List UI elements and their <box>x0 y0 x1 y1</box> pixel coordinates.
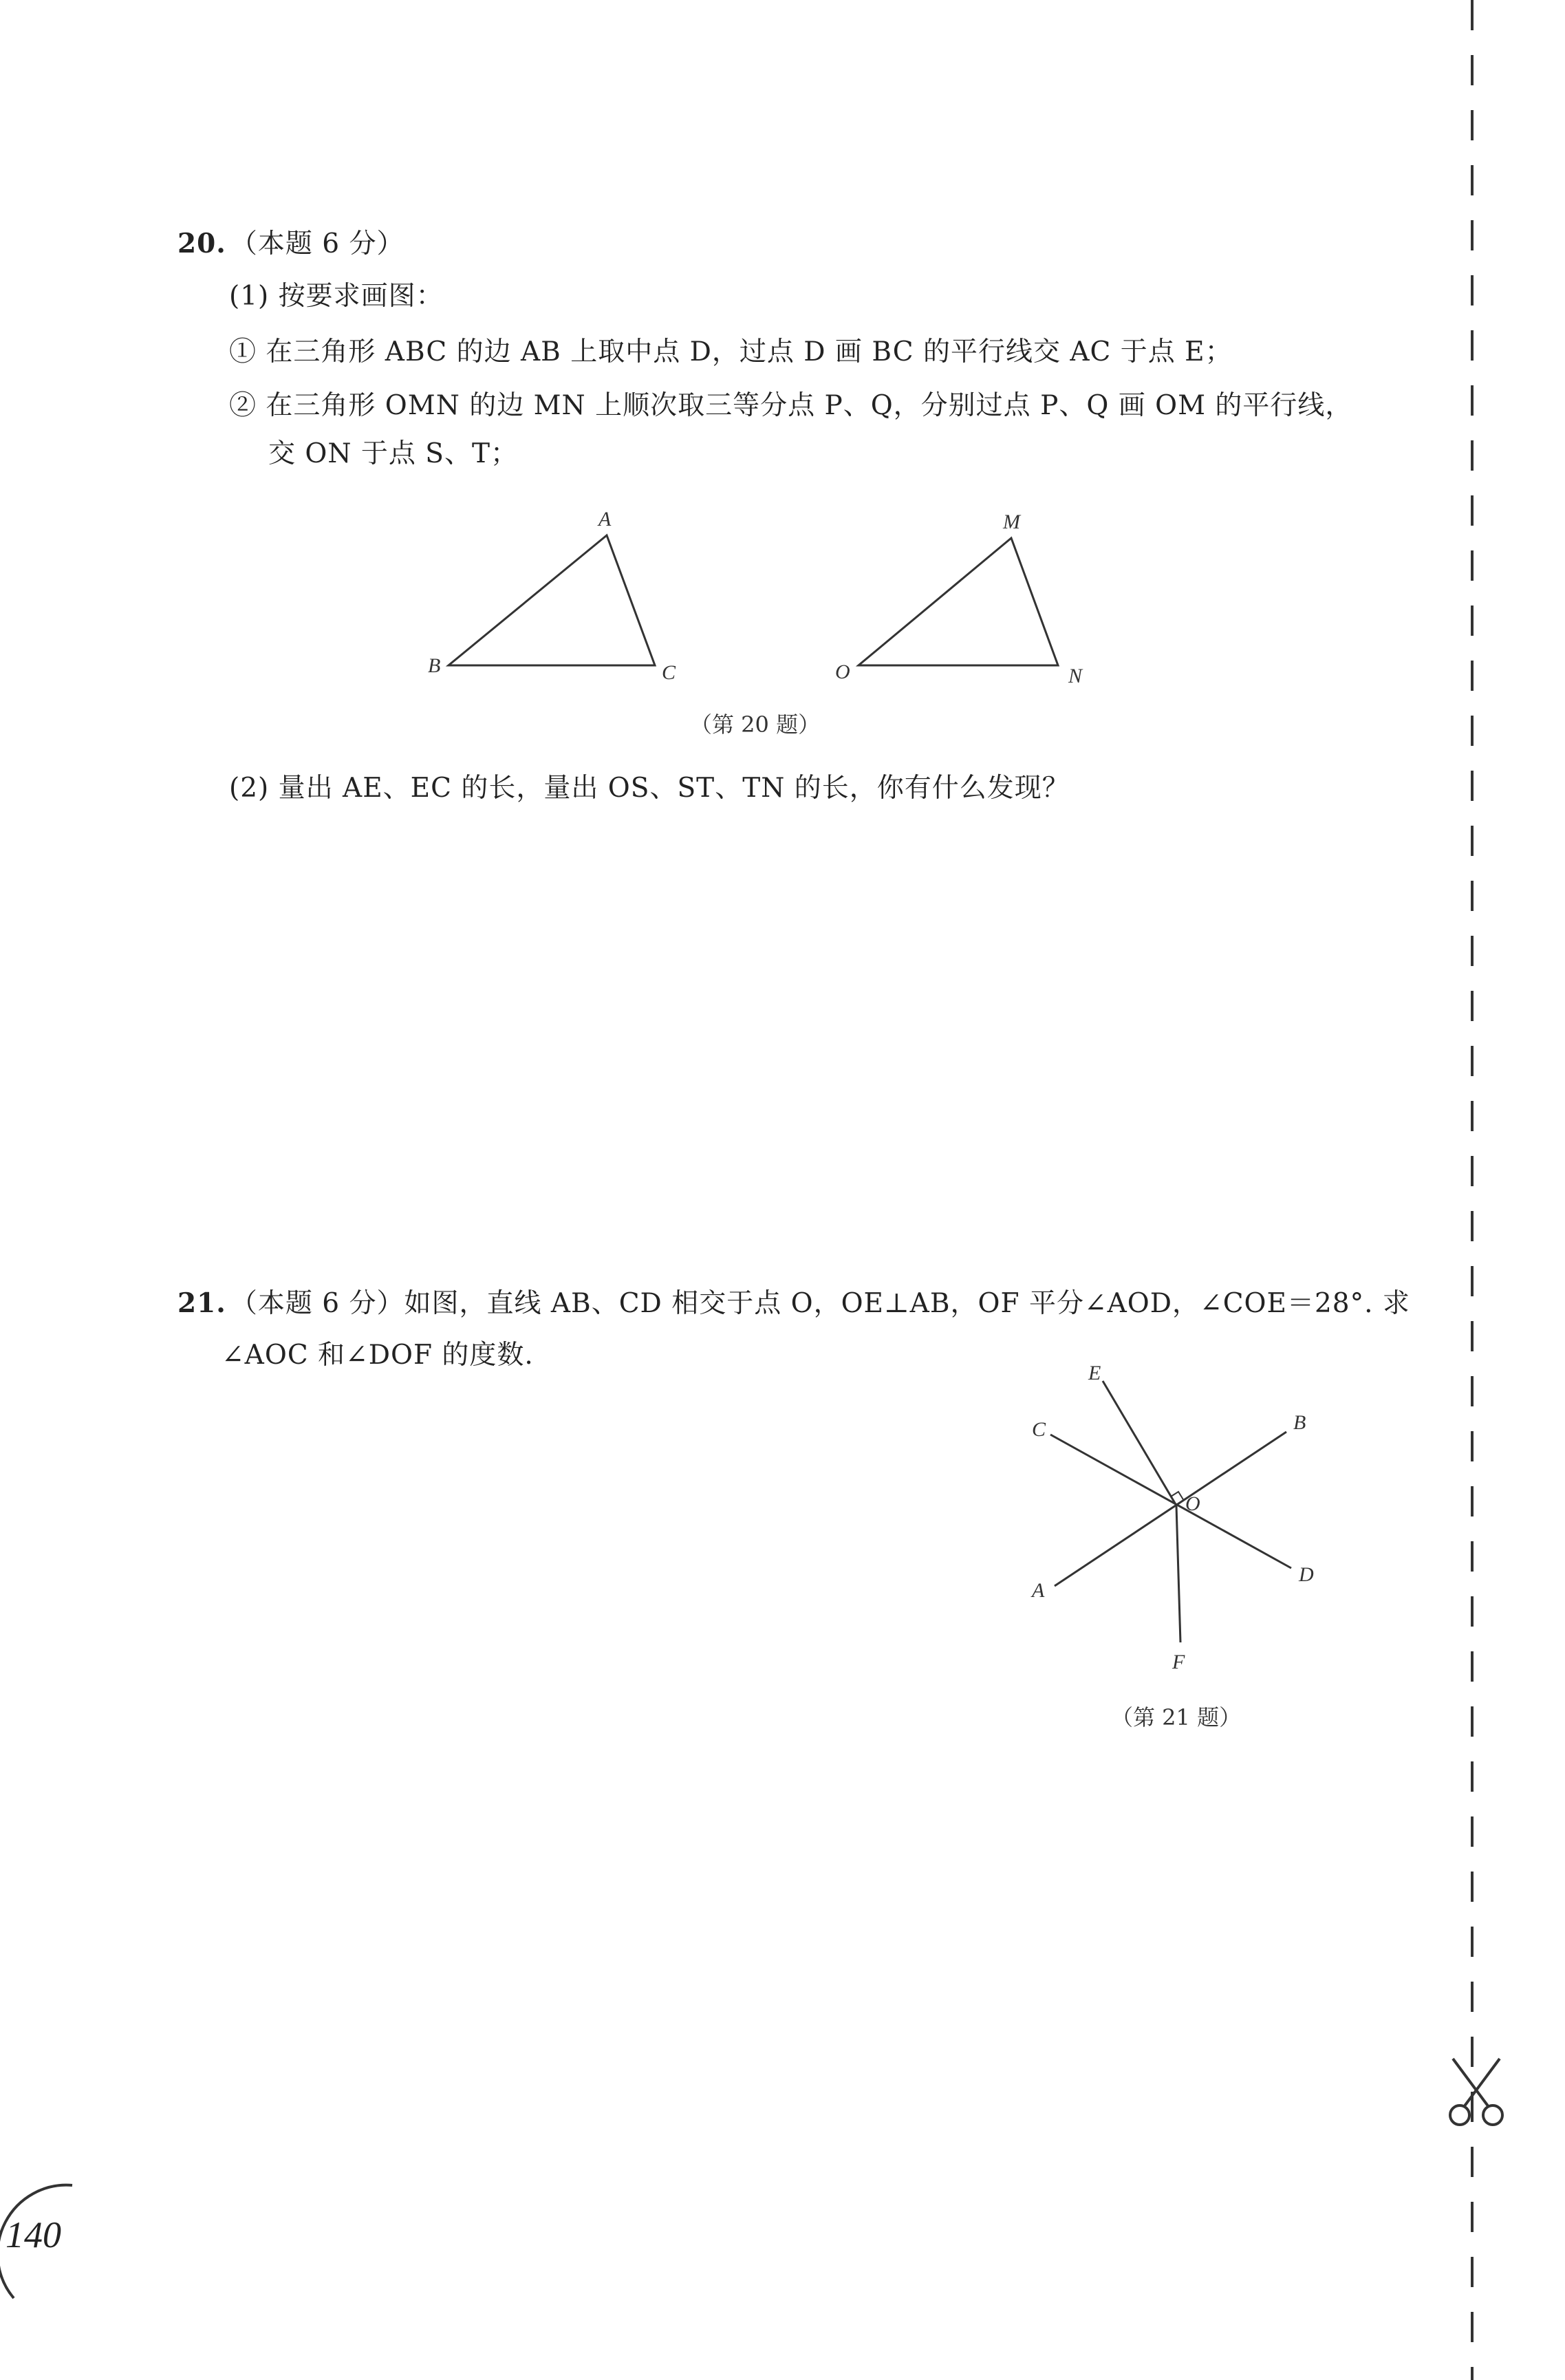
page-number: 140 <box>6 2214 61 2255</box>
label-c-q20: C <box>662 661 676 684</box>
label-o-q21: O <box>1185 1492 1200 1515</box>
label-a-q21: A <box>1032 1579 1045 1602</box>
line-cd <box>1050 1435 1291 1568</box>
label-a-q20: A <box>598 508 612 530</box>
label-b-q20: B <box>428 654 441 677</box>
q21-line2: ∠AOC 和∠DOF 的度数. <box>222 1340 534 1371</box>
q20-step2-line2: 交 ON 于点 S、T； <box>268 438 519 469</box>
q21-line1-text: （本题 6 分）如图，直线 AB、CD 相交于点 O，OE⊥AB，OF 平分∠AOD，∠COE＝28°. 求 <box>230 1288 1410 1319</box>
q20-step2-line1: ② 在三角形 OMN 的边 MN 上顺次取三等分点 P、Q，分别过点 P、Q 画 OM 的平行线， <box>229 390 1353 421</box>
q20-number: 20. <box>177 228 226 259</box>
ray-oe <box>1103 1381 1176 1505</box>
label-d-q21: D <box>1299 1563 1314 1586</box>
q20-header <box>177 224 404 264</box>
q20-part1-intro: (1) 按要求画图： <box>229 281 444 312</box>
triangle-abc <box>449 535 655 665</box>
q21-number: 21. <box>177 1287 226 1319</box>
line-ab <box>1055 1432 1286 1586</box>
q21-line1 <box>177 1284 1410 1323</box>
label-b-q21: B <box>1293 1411 1306 1434</box>
label-e-q21: E <box>1088 1362 1101 1384</box>
cut-line <box>1465 0 1479 2380</box>
ray-of <box>1176 1505 1180 1642</box>
q20-figure <box>413 502 1135 702</box>
triangle-omn <box>859 538 1058 665</box>
label-f-q21: F <box>1172 1651 1185 1673</box>
q20-part2: (2) 量出 AE、EC 的长，量出 OS、ST、TN 的长，你有什么发现？ <box>229 773 1070 804</box>
label-c-q21: C <box>1032 1418 1046 1441</box>
q20-step1: ① 在三角形 ABC 的边 AB 上取中点 D，过点 D 画 BC 的平行线交 AC 于点 E； <box>229 336 1233 367</box>
label-o-q20: O <box>835 661 850 683</box>
scissors-icon <box>1443 2056 1509 2132</box>
label-n-q20: N <box>1068 665 1083 687</box>
q21-figure <box>1011 1355 1355 1686</box>
q21-caption: （第 21 题） <box>1111 1704 1242 1730</box>
q20-score: （本题 6 分） <box>230 228 404 259</box>
q20-caption: （第 20 题） <box>690 711 821 738</box>
label-m-q20: M <box>1003 511 1020 533</box>
